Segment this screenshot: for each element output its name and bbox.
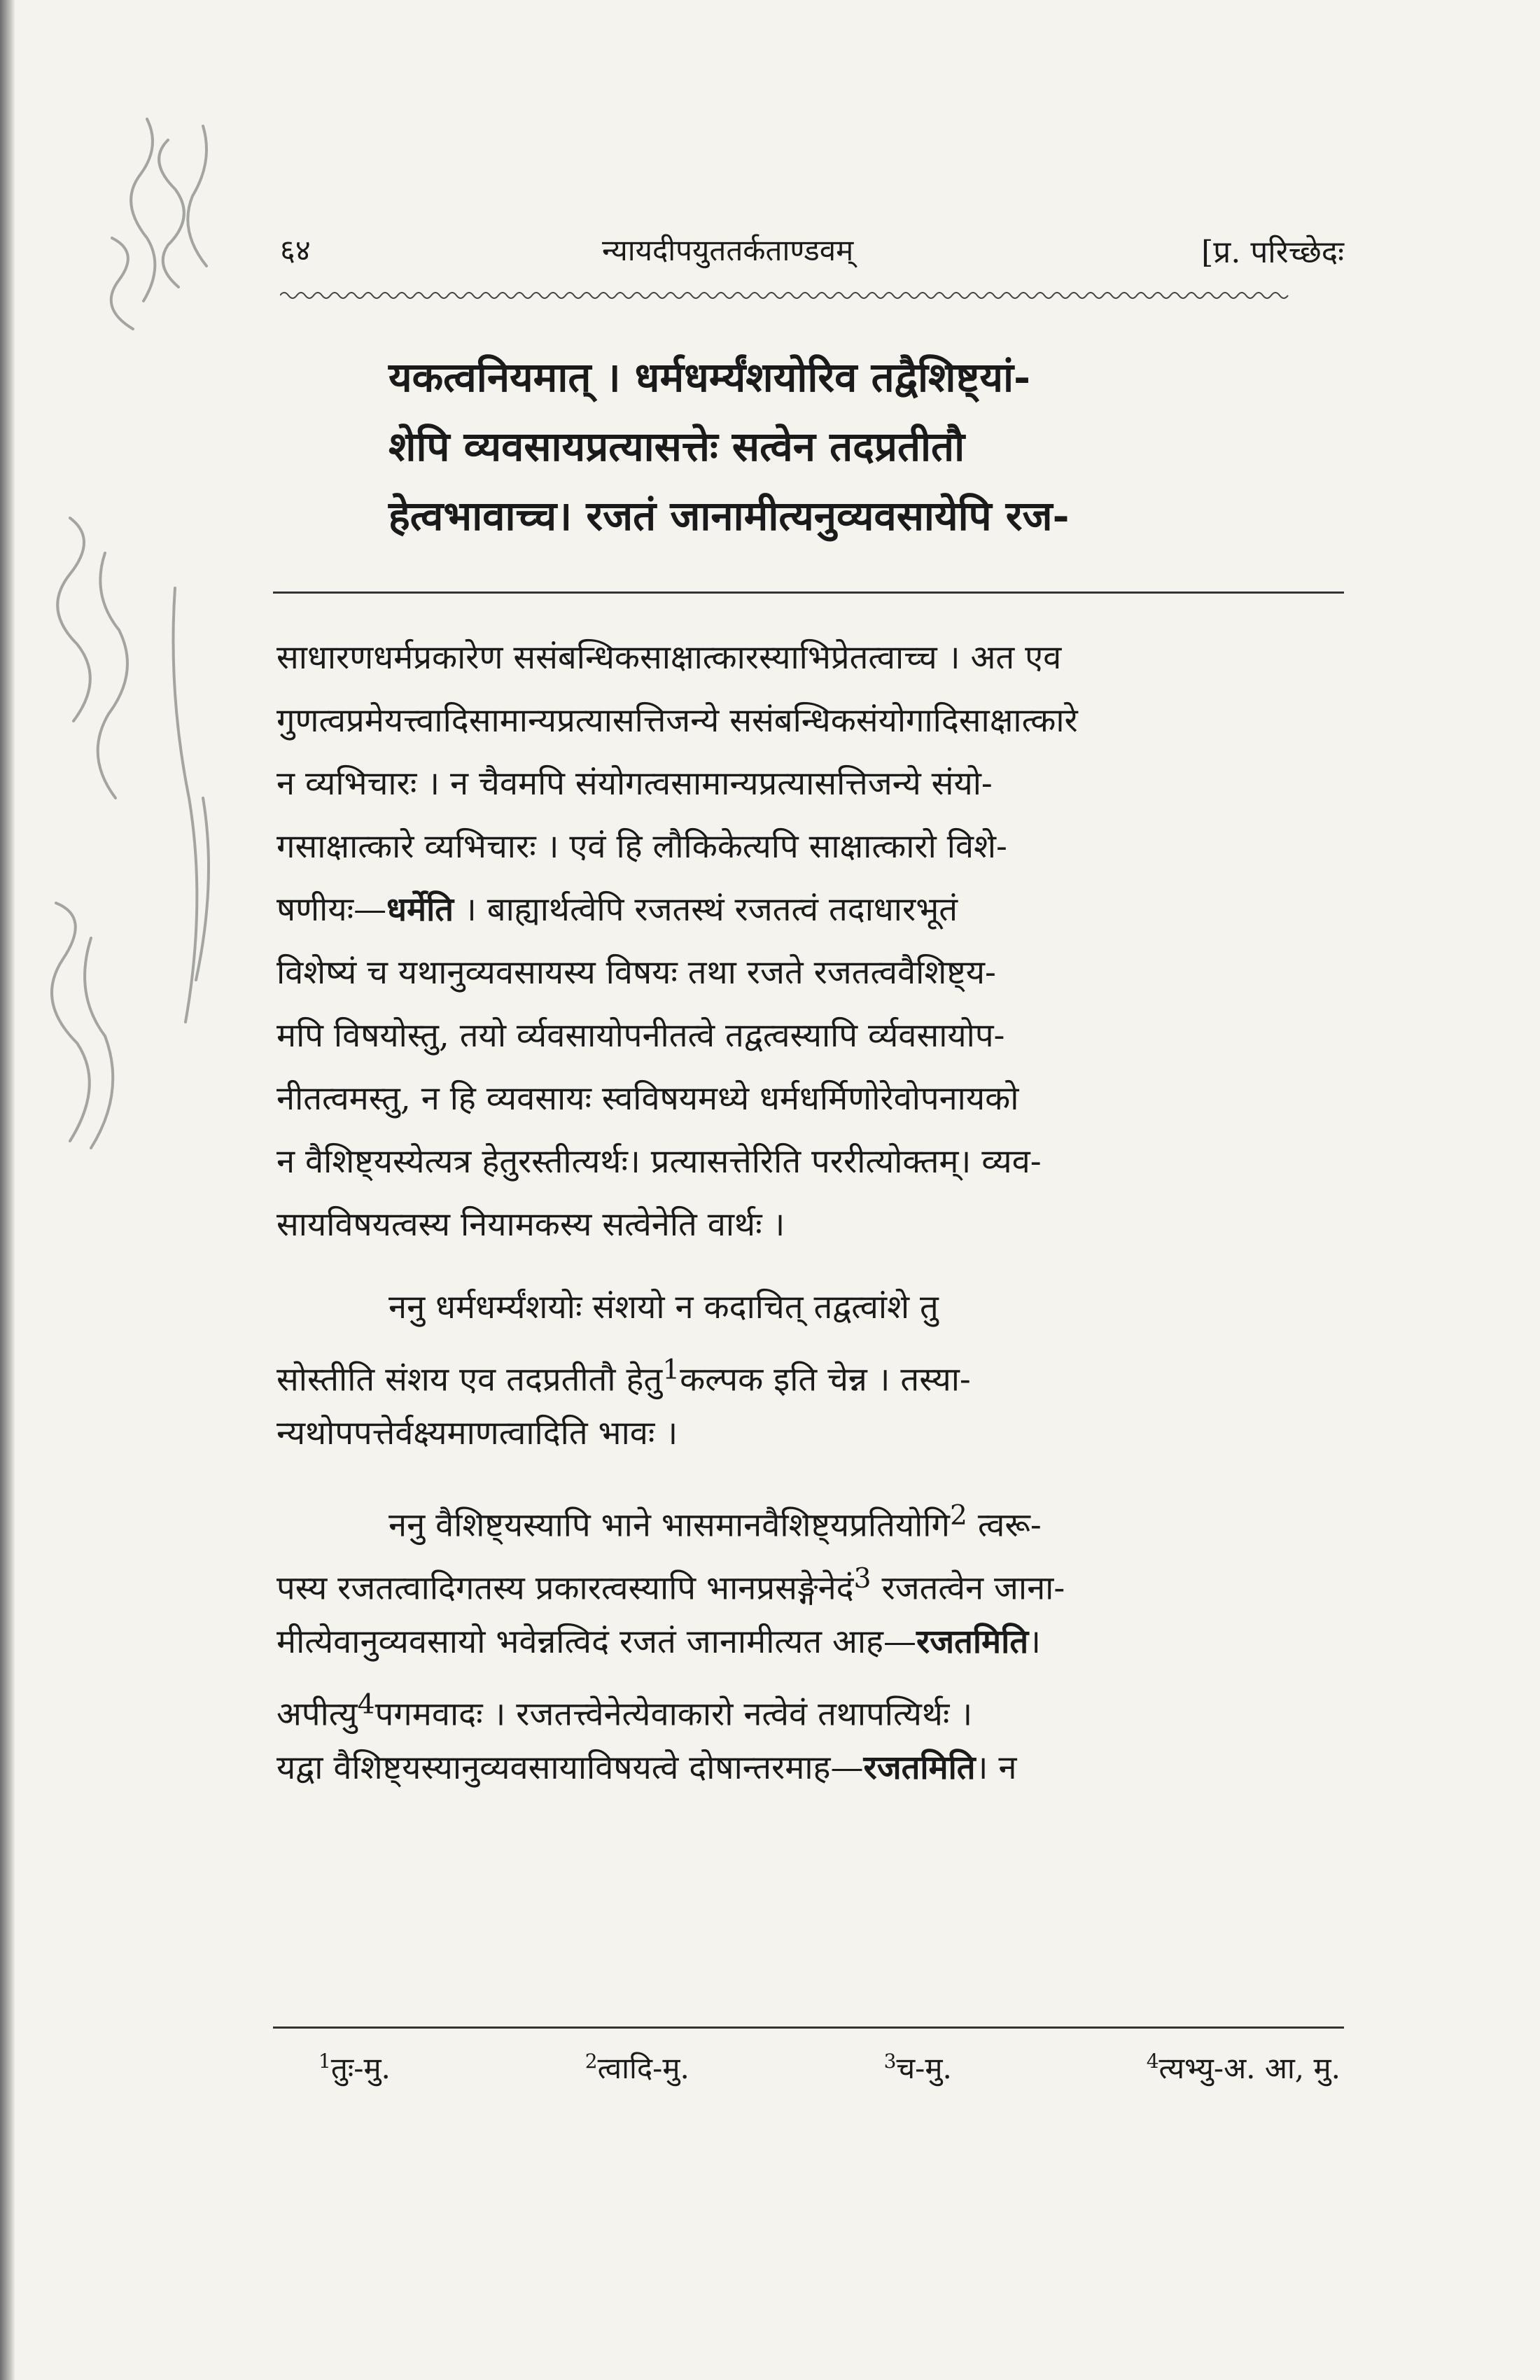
- text-segment: । न: [975, 1749, 1017, 1787]
- commentary-line: न वैशिष्ट्यस्येत्यत्र हेतुरस्तीत्यर्थः। प्रत्यासत्तेरिति पररीत्योक्तम्। व्यव-: [276, 1142, 1042, 1181]
- commentary-line: गसाक्षात्कारे व्यभिचारः । एवं हि लौकिकेत्यपि साक्षात्कारो विशे-: [276, 827, 1007, 866]
- text-segment: त्वरू-: [967, 1506, 1042, 1545]
- text-segment: मीत्येवानुव्यवसायो भवेन्नत्विदं रजतं जानामीत्यत आह—: [276, 1623, 916, 1661]
- text-segment: ।: [1028, 1623, 1041, 1661]
- verse-line: हेत्वभावाच्च। रजतं जानामीत्यनुव्यवसायेपि रज-: [388, 492, 1070, 540]
- footnote-number: 2: [584, 2050, 598, 2073]
- handwriting-scribble-icon: [28, 98, 259, 1428]
- footnote-marker: 4: [357, 1689, 375, 1721]
- commentary-line: [276, 1485, 1340, 1548]
- page-header: [280, 223, 1344, 279]
- page-edge-shadow: [0, 0, 15, 2380]
- commentary-line: गुणत्वप्रमेयत्त्वादिसामान्यप्रत्यासत्तिजन्ये ससंबन्धिकसंयोगादिसाक्षात्कारे: [276, 701, 1078, 740]
- commentary-line: ननु धर्मधर्म्यंशयोः संशयो न कदाचित् तद्वत्वांशे तु: [388, 1288, 939, 1326]
- text-segment: अपीत्यु: [276, 1695, 358, 1734]
- footnote-number: 4: [1146, 2050, 1159, 2073]
- verse-line: यकत्वनियमात् । धर्मधर्म्यंशयोरिव तद्वैशिष्ट्यां-: [388, 354, 1031, 401]
- footnote-marker: 1: [662, 1354, 680, 1386]
- footnotes: [318, 2047, 1340, 2096]
- footnote-marker: 2: [949, 1500, 967, 1532]
- commentary-line: [276, 1737, 1340, 1800]
- verse-block: [388, 343, 1250, 551]
- footnote-text: त्यभ्यु-अ. आ, मु.: [1158, 2051, 1340, 2085]
- paragraph-gap: [276, 1465, 1340, 1485]
- quoted-term: धर्मेति: [386, 890, 454, 929]
- footnote: [585, 2047, 690, 2096]
- wavy-header-rule: [280, 287, 1344, 304]
- quoted-term: रजतमिति: [916, 1623, 1029, 1661]
- text-segment: सोस्तीति संशय एव तदप्रतीतौ हेतु: [276, 1360, 663, 1399]
- footnote-divider: [273, 2026, 1344, 2029]
- footnote-number: 3: [883, 2050, 897, 2073]
- footnote-text: तुः-मु.: [330, 2051, 391, 2085]
- commentary-line: विशेष्यं च यथानुव्यवसायस्य विषयः तथा रजते रजतत्ववैशिष्ट्य-: [276, 953, 996, 992]
- commentary-line: न्यथोपपत्तेर्वक्ष्यमाणत्वादिति भावः ।: [276, 1414, 678, 1452]
- commentary-line: सायविषयत्वस्य नियामकस्य सत्वेनेति वार्थः ।: [276, 1205, 785, 1244]
- text-segment: ननु वैशिष्ट्यस्यापि भाने भासमानवैशिष्ट्यप्रतियोगि: [388, 1506, 950, 1545]
- commentary-line: नीतत्वमस्तु, न हि व्यवसायः स्वविषयमध्ये धर्मधर्मिणोरेवोपनायको: [276, 1079, 1019, 1118]
- section-label: [प्र. परिच्छेदः: [1201, 234, 1344, 270]
- footnote-marker: 3: [853, 1563, 872, 1595]
- commentary-line: [276, 1339, 1340, 1402]
- footnote-text: त्वादि-मु.: [597, 2051, 690, 2085]
- text-segment: रजतत्वेन जाना-: [871, 1569, 1065, 1608]
- footnote: [1147, 2047, 1340, 2096]
- commentary-line: [276, 878, 1340, 941]
- quoted-term: रजतमिति: [863, 1749, 976, 1787]
- running-title: न्यायदीपयुततर्कताण्डवम्: [602, 233, 854, 267]
- commentary-block: [276, 626, 1340, 1800]
- commentary-line: मपि विषयोस्तु, तयो र्व्यवसायोपनीतत्वे तद्वत्वस्यापि र्व्यवसायोप-: [276, 1016, 1005, 1055]
- commentary-line: न व्यभिचारः । न चैवमपि संयोगत्वसामान्यप्रत्यासत्तिजन्ये संयो-: [276, 764, 993, 803]
- footnote-text: च-मु.: [896, 2051, 952, 2085]
- text-segment: पगमवादः । रजतत्त्वेनेत्येवाकारो नत्वेवं तथापत्यिर्थः ।: [374, 1695, 973, 1734]
- commentary-line: [276, 1674, 1340, 1737]
- footnote: [884, 2047, 952, 2096]
- text-segment: यद्वा वैशिष्ट्यस्यानुव्यवसायाविषयत्वे दोषान्तरमाह—: [276, 1749, 864, 1787]
- commentary-line: साधारणधर्मप्रकारेण ससंबन्धिकसाक्षात्कारस्याभिप्रेतत्वाच्च । अत एव: [276, 638, 1062, 677]
- text-segment: कल्पक इति चेन्न । तस्या-: [680, 1360, 971, 1399]
- verse-divider: [273, 592, 1344, 594]
- text-segment: । बाह्यार्थत्वेपि रजतस्थं रजतत्वं तदाधारभूतं: [454, 890, 958, 929]
- text-segment: पस्य रजतत्वादिगतस्य प्रकारत्वस्यापि भानप्रसङ्गेनेदं: [276, 1569, 854, 1608]
- paragraph-gap: [276, 1256, 1340, 1276]
- commentary-line: [276, 1548, 1340, 1611]
- text-segment: षणीयः—: [276, 890, 387, 929]
- verse-line: शेपि व्यवसायप्रत्यासत्तेः सत्वेन तदप्रतीतौ: [388, 423, 965, 470]
- page-number: ६४: [280, 233, 311, 267]
- handwritten-margin-notes: [28, 98, 259, 1428]
- footnote: [318, 2047, 391, 2096]
- commentary-line: [276, 1611, 1340, 1674]
- footnote-number: 1: [318, 2050, 331, 2073]
